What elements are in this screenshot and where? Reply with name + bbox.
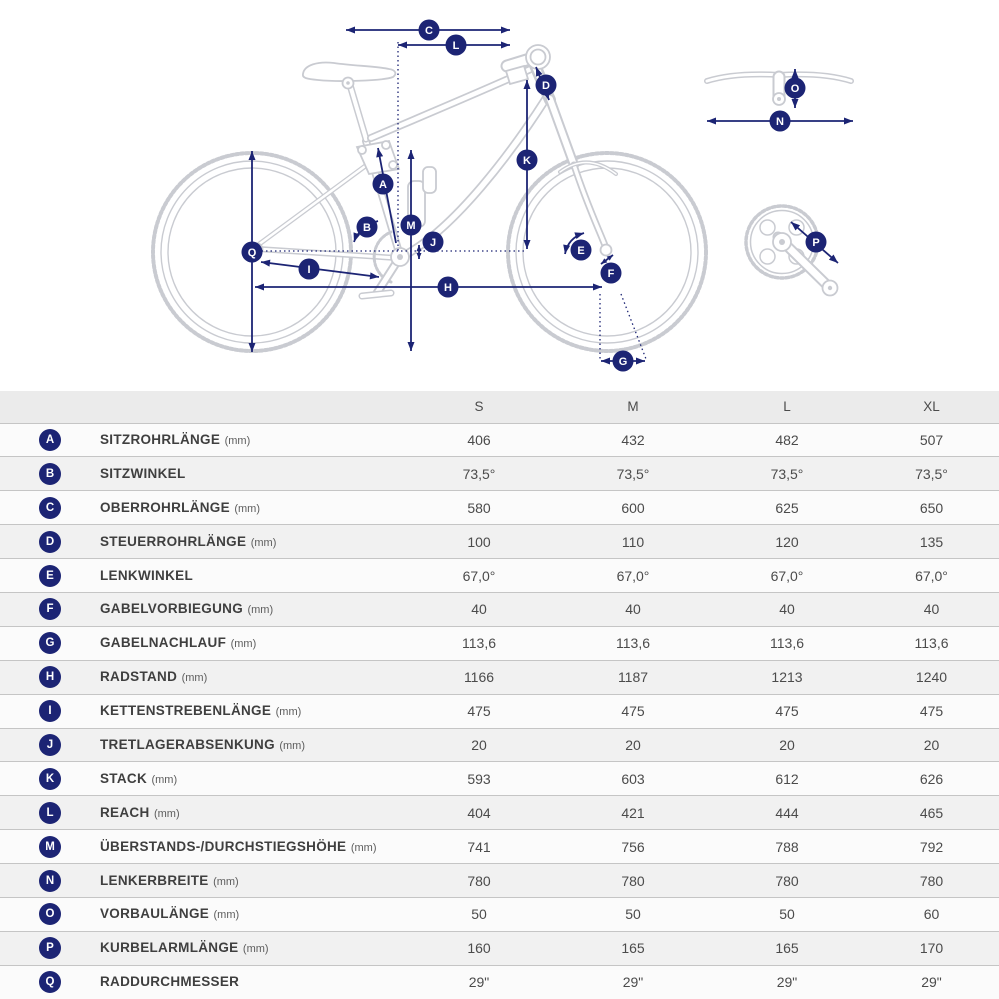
size-value-l: 29" (710, 965, 864, 999)
size-value-s: 475 (402, 694, 556, 728)
geometry-diagram (0, 0, 999, 391)
row-letter-badge: O (39, 903, 61, 925)
size-value-s: 20 (402, 728, 556, 762)
table-row (0, 694, 999, 728)
svg-text:N: N (776, 116, 784, 128)
size-value-s: 593 (402, 762, 556, 796)
size-value-s: 67,0° (402, 559, 556, 593)
row-unit: (mm) (181, 672, 208, 685)
svg-text:J: J (429, 237, 437, 249)
row-label: VORBAULÄNGE (100, 906, 210, 922)
size-value-s: 50 (402, 897, 556, 931)
header-spacer (0, 391, 100, 423)
svg-text:E: E (577, 245, 585, 257)
size-value-s: 1166 (402, 660, 556, 694)
size-value-s: 29" (402, 965, 556, 999)
svg-text:O: O (790, 83, 800, 95)
size-value-m: 165 (556, 931, 710, 965)
row-label: RADDURCHMESSER (100, 974, 240, 990)
row-label: KETTENSTREBENLÄNGE (100, 703, 272, 719)
diagram-badge-a (373, 174, 394, 195)
svg-text:F: F (607, 268, 615, 280)
row-unit: (mm) (279, 739, 306, 752)
row-label: LENKERBREITE (100, 872, 209, 888)
table-row (0, 592, 999, 626)
row-label: TRETLAGERABSENKUNG (100, 736, 275, 752)
size-value-xl: 650 (864, 491, 999, 525)
size-header-s: S (474, 399, 484, 415)
size-value-m: 40 (556, 592, 710, 626)
svg-text:I: I (307, 264, 311, 276)
size-value-s: 40 (402, 592, 556, 626)
row-label: GABELVORBIEGUNG (100, 601, 244, 617)
dim-arrow-i (261, 262, 379, 277)
size-value-l: 67,0° (710, 559, 864, 593)
row-letter-badge: M (39, 836, 61, 858)
size-value-s: 406 (402, 423, 556, 457)
size-value-xl: 1240 (864, 660, 999, 694)
size-value-m: 20 (556, 728, 710, 762)
diagram-badge-f (601, 263, 622, 284)
svg-text:B: B (363, 222, 371, 234)
diagram-badge-b (357, 217, 378, 238)
size-value-xl: 40 (864, 592, 999, 626)
size-value-l: 50 (710, 897, 864, 931)
size-value-l: 40 (710, 592, 864, 626)
svg-text:P: P (812, 237, 820, 249)
row-label: STEUERROHRLÄNGE (100, 533, 247, 549)
size-value-s: 404 (402, 796, 556, 830)
header-spacer (100, 391, 402, 423)
size-value-xl: 626 (864, 762, 999, 796)
size-value-m: 110 (556, 525, 710, 559)
table-row (0, 897, 999, 931)
size-value-l: 113,6 (710, 626, 864, 660)
size-value-l: 625 (710, 491, 864, 525)
size-value-xl: 465 (864, 796, 999, 830)
row-unit: (mm) (234, 502, 261, 515)
geometry-table-body (0, 423, 999, 999)
handlebar-top-view (707, 74, 851, 105)
size-value-s: 780 (402, 864, 556, 898)
row-letter-badge: F (39, 598, 61, 620)
row-letter-badge: H (39, 666, 61, 688)
size-header-m: M (627, 399, 639, 415)
row-letter-badge: C (39, 497, 61, 519)
diagram-badge-m (401, 215, 422, 236)
size-value-s: 160 (402, 931, 556, 965)
bike-geometry-svg (0, 0, 999, 391)
row-unit: (mm) (213, 909, 240, 922)
row-letter-badge: J (39, 734, 61, 756)
row-label: RADSTAND (100, 669, 178, 685)
size-value-m: 1187 (556, 660, 710, 694)
table-row (0, 660, 999, 694)
table-row (0, 525, 999, 559)
size-value-m: 67,0° (556, 559, 710, 593)
size-value-l: 482 (710, 423, 864, 457)
row-letter-badge: E (39, 565, 61, 587)
row-letter-badge: D (39, 531, 61, 553)
diagram-badge-k (517, 150, 538, 171)
size-value-s: 100 (402, 525, 556, 559)
svg-text:K: K (523, 155, 531, 167)
size-value-s: 73,5° (402, 457, 556, 491)
row-unit: (mm) (230, 638, 257, 651)
table-row (0, 931, 999, 965)
diagram-badge-o (785, 78, 806, 99)
size-value-l: 475 (710, 694, 864, 728)
size-value-xl: 113,6 (864, 626, 999, 660)
table-row (0, 965, 999, 999)
row-unit: (mm) (224, 434, 251, 447)
diagram-badge-d (536, 75, 557, 96)
diagram-badge-g (613, 351, 634, 372)
row-label: OBERROHRLÄNGE (100, 499, 230, 515)
row-letter-badge: I (39, 700, 61, 722)
row-unit: (mm) (151, 773, 178, 786)
size-value-l: 20 (710, 728, 864, 762)
size-value-m: 50 (556, 897, 710, 931)
size-value-m: 113,6 (556, 626, 710, 660)
row-label: GABELNACHLAUF (100, 635, 227, 651)
row-unit: (mm) (350, 841, 377, 854)
size-value-s: 741 (402, 830, 556, 864)
row-letter-badge: Q (39, 971, 61, 993)
table-row (0, 864, 999, 898)
size-value-xl: 73,5° (864, 457, 999, 491)
size-value-xl: 60 (864, 897, 999, 931)
diagram-badge-l (446, 35, 467, 56)
size-value-xl: 67,0° (864, 559, 999, 593)
row-label: SITZWINKEL (100, 465, 186, 481)
diagram-badge-i (299, 259, 320, 280)
diagram-badge-h (438, 277, 459, 298)
row-letter-badge: B (39, 463, 61, 485)
table-row (0, 559, 999, 593)
row-label: LENKWINKEL (100, 567, 193, 583)
size-value-l: 788 (710, 830, 864, 864)
size-value-m: 756 (556, 830, 710, 864)
size-value-m: 29" (556, 965, 710, 999)
size-value-xl: 507 (864, 423, 999, 457)
size-value-xl: 792 (864, 830, 999, 864)
row-label: SITZROHRLÄNGE (100, 431, 221, 447)
table-row (0, 626, 999, 660)
diagram-badge-n (770, 111, 791, 132)
row-label: REACH (100, 804, 150, 820)
size-value-m: 600 (556, 491, 710, 525)
svg-text:G: G (618, 356, 628, 368)
size-value-m: 475 (556, 694, 710, 728)
size-value-s: 580 (402, 491, 556, 525)
svg-text:H: H (444, 282, 452, 294)
size-value-s: 113,6 (402, 626, 556, 660)
row-letter-badge: L (39, 802, 61, 824)
size-header-l: L (783, 399, 791, 415)
diagram-badge-e (571, 240, 592, 261)
size-value-m: 780 (556, 864, 710, 898)
size-value-l: 612 (710, 762, 864, 796)
table-row (0, 762, 999, 796)
row-unit: (mm) (213, 875, 239, 888)
size-value-xl: 135 (864, 525, 999, 559)
size-value-l: 444 (710, 796, 864, 830)
diagram-badge-j (423, 232, 444, 253)
svg-text:D: D (542, 80, 550, 92)
size-value-xl: 780 (864, 864, 999, 898)
table-row (0, 796, 999, 830)
diagram-badge-q (242, 242, 263, 263)
svg-text:M: M (406, 220, 416, 232)
row-unit: (mm) (275, 706, 302, 719)
size-value-m: 603 (556, 762, 710, 796)
row-unit: (mm) (247, 604, 274, 617)
svg-text:A: A (379, 179, 387, 191)
svg-text:Q: Q (247, 247, 257, 259)
size-value-m: 421 (556, 796, 710, 830)
size-value-l: 120 (710, 525, 864, 559)
table-row (0, 728, 999, 762)
geometry-table (0, 391, 999, 999)
svg-text:C: C (425, 25, 433, 37)
row-unit: (mm) (153, 807, 180, 820)
row-label: ÜBERSTANDS-/DURCHSTIEGSHÖHE (100, 838, 347, 854)
diagram-badge-p (806, 232, 827, 253)
row-unit: (mm) (242, 943, 269, 956)
table-row (0, 830, 999, 864)
size-value-xl: 29" (864, 965, 999, 999)
diagram-badge-c (419, 20, 440, 41)
size-header-row (0, 391, 999, 423)
row-label: KURBELARMLÄNGE (100, 940, 239, 956)
table-row (0, 423, 999, 457)
size-value-xl: 170 (864, 931, 999, 965)
size-value-l: 1213 (710, 660, 864, 694)
row-letter-badge: A (39, 429, 61, 451)
row-letter-badge: K (39, 768, 61, 790)
size-value-xl: 475 (864, 694, 999, 728)
size-value-l: 73,5° (710, 457, 864, 491)
row-letter-badge: N (39, 870, 61, 892)
svg-text:L: L (452, 40, 460, 52)
size-value-l: 780 (710, 864, 864, 898)
size-value-xl: 20 (864, 728, 999, 762)
size-value-m: 432 (556, 423, 710, 457)
row-label: STACK (100, 770, 147, 786)
row-letter-badge: P (39, 937, 61, 959)
size-value-l: 165 (710, 931, 864, 965)
size-header-xl: XL (923, 399, 940, 415)
table-row (0, 457, 999, 491)
row-unit: (mm) (250, 536, 277, 549)
row-letter-badge: G (39, 632, 61, 654)
size-value-m: 73,5° (556, 457, 710, 491)
table-row (0, 491, 999, 525)
